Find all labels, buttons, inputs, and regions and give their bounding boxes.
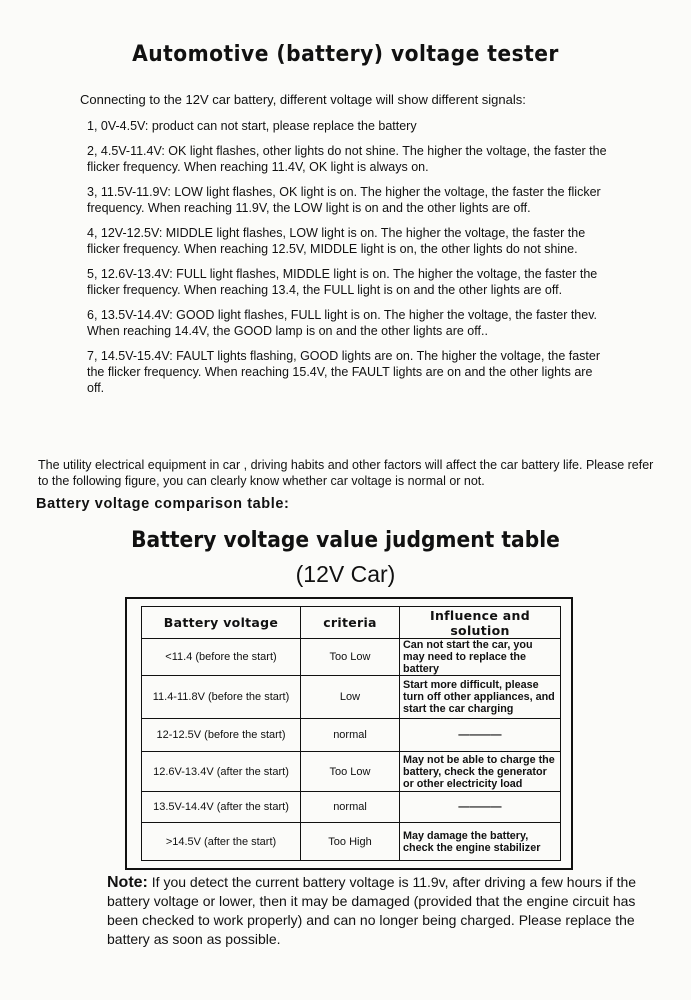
header-influence-solution: Influence and solution [400,607,561,639]
voltage-signal-list [87,118,607,396]
table-title: Battery voltage value judgment table [131,528,560,553]
header-battery-voltage: Battery voltage [142,607,301,639]
cell-solution: Start more difficult, please turn off other appliances, and start the car charging [400,676,561,719]
cell-solution: ———— [400,792,561,823]
comparison-heading: Battery voltage comparison table: [36,496,290,512]
intro-text: Connecting to the 12V car battery, different voltage will show different signals: [80,92,526,107]
cell-criteria: normal [301,719,400,752]
cell-criteria: Too Low [301,752,400,792]
cell-voltage: 13.5V-14.4V (after the start) [142,792,301,823]
table-subtitle: (12V Car) [295,561,396,587]
voltage-judgment-table [141,606,561,861]
cell-criteria: Too Low [301,639,400,676]
cell-voltage: <11.4 (before the start) [142,639,301,676]
cell-criteria: Too High [301,823,400,861]
table-row [142,719,561,752]
page-title: Automotive (battery) voltage tester [132,42,559,67]
list-item: 7, 14.5V-15.4V: FAULT lights flashing, GOOD lights are on. The higher the voltage, the faster the flicker frequency. When reaching 15.4V, the FAULT lights are on and the other lights are off. [87,349,601,395]
list-item: 2, 4.5V-11.4V: OK light flashes, other lights do not shine. The higher the voltage, the faster the flicker frequency. When reaching 11.4V, OK light is always on. [87,144,607,174]
table-row [142,639,561,676]
table-row [142,823,561,861]
cell-voltage: 11.4-11.8V (before the start) [142,676,301,719]
cell-voltage: 12-12.5V (before the start) [142,719,301,752]
note-block [107,873,637,949]
list-item: 6, 13.5V-14.4V: GOOD light flashes, FULL light is on. The higher the voltage, the faster thev. When reaching 14.4V, the GOOD lamp is on and the other lights are off.. [87,308,598,338]
note-text: If you detect the current battery voltage is 11.9v, after driving a few hours if the battery voltage or lower, then it may be damaged (provided that the engine circuit has been checked to work properly) and can no longer being charged. Please replace the battery as soon as possible. [107,874,637,947]
cell-voltage: 12.6V-13.4V (after the start) [142,752,301,792]
list-item: 5, 12.6V-13.4V: FULL light flashes, MIDDLE light is on. The higher the voltage, the faster the flicker frequency. When reaching 13.4, the FULL light is on and the other lights are off. [87,267,598,297]
note-label: Note: [107,874,148,891]
table-header-row [142,607,561,639]
cell-criteria: Low [301,676,400,719]
cell-voltage: >14.5V (after the start) [142,823,301,861]
header-criteria: criteria [301,607,400,639]
cell-criteria: normal [301,792,400,823]
list-item: 1, 0V-4.5V: product can not start, please replace the battery [87,119,417,133]
list-item: 4, 12V-12.5V: MIDDLE light flashes, LOW light is on. The higher the voltage, the faster the flicker frequency. When reaching 12.5V, MIDDLE light is on, the other lights do not shine. [87,226,586,256]
table-row [142,676,561,719]
cell-solution: Can not start the car, you may need to replace the battery [400,639,561,676]
cell-solution: ———— [400,719,561,752]
cell-solution: May damage the battery, check the engine stabilizer [400,823,561,861]
table-row [142,752,561,792]
cell-solution: May not be able to charge the battery, check the generator or other electricity load [400,752,561,792]
table-row [142,792,561,823]
battery-life-paragraph: The utility electrical equipment in car , driving habits and other factors will affect the car battery life. Please refer to the following figure, you can clearly know whether car voltage is normal or not. [38,458,654,488]
list-item: 3, 11.5V-11.9V: LOW light flashes, OK light is on. The higher the voltage, the faster the flicker frequency. When reaching 11.9V, the LOW light is on and the other lights are off. [87,185,601,215]
